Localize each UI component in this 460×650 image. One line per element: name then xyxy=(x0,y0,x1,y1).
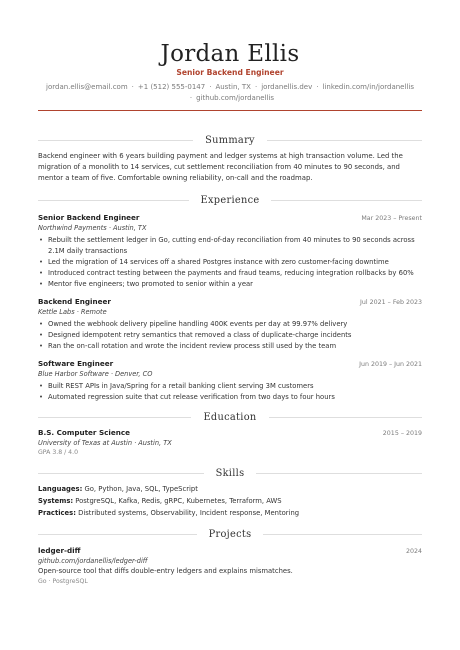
heading-rule-left xyxy=(38,200,189,201)
job-bullets xyxy=(38,319,422,352)
job-company: Kettle Labs · Remote xyxy=(38,308,107,317)
skill-label: Systems: xyxy=(38,497,74,506)
education-heading-row xyxy=(38,410,422,424)
resume-header xyxy=(38,0,422,111)
job-bullet: • Automated regression suite that cut release verification from two days to four hours xyxy=(38,392,422,403)
project-name: ledger-diff xyxy=(38,546,81,556)
school: University of Texas at Austin · Austin, TX xyxy=(38,439,172,448)
job-entry xyxy=(38,212,422,290)
skills-section xyxy=(38,466,422,519)
candidate-name: Jordan Ellis xyxy=(160,41,300,67)
skills-list xyxy=(38,483,422,519)
skill-label: Practices: xyxy=(38,509,76,518)
contact-location: Austin, TX xyxy=(215,83,251,91)
skill-row xyxy=(38,483,422,495)
job-company: Northwind Payments · Austin, TX xyxy=(38,224,147,233)
job-bullet: • Introduced contract testing between the payments and fraud teams, reducing integration rollbacks by 60% xyxy=(38,268,422,279)
job-company: Blue Harbor Software · Denver, CO xyxy=(38,370,153,379)
job-entry xyxy=(38,358,422,403)
experience-section xyxy=(38,193,422,403)
contact-github[interactable]: github.com/jordanellis xyxy=(196,94,275,102)
education-entry xyxy=(38,427,422,457)
project-header xyxy=(38,545,422,556)
education-dates: 2015 – 2019 xyxy=(382,430,422,438)
section-heading: Projects xyxy=(208,528,252,540)
section-heading: Experience xyxy=(200,194,260,206)
job-role: Backend Engineer xyxy=(38,297,111,307)
job-role: Senior Backend Engineer xyxy=(38,213,140,223)
degree: B.S. Computer Science xyxy=(38,428,130,438)
project-year: 2024 xyxy=(405,548,422,556)
skill-value: Distributed systems, Observability, Incident response, Mentoring xyxy=(78,509,300,518)
job-dates: Mar 2023 – Present xyxy=(361,215,422,223)
job-dates: Jul 2021 – Feb 2023 xyxy=(360,299,422,307)
experience-heading-row xyxy=(38,193,422,207)
job-header xyxy=(38,296,422,307)
job-bullet: • Designed idempotent retry semantics that removed a class of duplicate-charge incidents xyxy=(38,330,422,341)
heading-rule-left xyxy=(38,417,191,418)
job-header xyxy=(38,358,422,369)
heading-rule-right xyxy=(267,140,422,141)
project-description: Open-source tool that diffs double-entry ledgers and explains mismatches. xyxy=(38,567,293,576)
education-section xyxy=(38,410,422,457)
contact-website[interactable]: jordanellis.dev xyxy=(261,83,313,91)
job-bullet: • Built REST APIs in Java/Spring for a retail banking client serving 3M customers xyxy=(38,381,422,392)
heading-rule-left xyxy=(38,534,197,535)
job-bullet: • Owned the webhook delivery pipeline handling 400K events per day at 99.97% delivery xyxy=(38,319,422,330)
summary-text: Backend engineer with 6 years building payment and ledger systems at high transaction volume. Led the migration of a monolith to 14 services, cut settlement reconciliation from 40 minutes to 90 seconds, and mentor a team of five. Comfortable owning reliability, on-call and the roadmap. xyxy=(38,152,403,183)
skill-value: PostgreSQL, Kafka, Redis, gRPC, Kubernetes, Terraform, AWS xyxy=(75,497,282,506)
project-stack: Go · PostgreSQL xyxy=(38,578,88,586)
gpa: GPA 3.8 / 4.0 xyxy=(38,449,79,457)
job-entry xyxy=(38,296,422,352)
contact-info: jordan.ellis@email.com · +1 (512) 555-0147 · Austin, TX · jordanellis.dev · linkedin.com/in/jordanellis · github.com/jordanellis xyxy=(46,83,414,102)
contact-phone[interactable]: +1 (512) 555-0147 xyxy=(137,83,206,91)
section-heading: Skills xyxy=(215,467,245,479)
heading-rule-right xyxy=(263,534,422,535)
section-heading: Summary xyxy=(205,134,255,146)
projects-heading-row xyxy=(38,527,422,541)
section-heading: Education xyxy=(203,411,257,423)
contact-email[interactable]: jordan.ellis@email.com xyxy=(46,83,128,91)
job-bullet: • Led the migration of 14 services off a shared Postgres instance with zero customer-facing downtime xyxy=(38,257,422,268)
job-dates: Jun 2019 – Jun 2021 xyxy=(359,361,422,369)
heading-rule-left xyxy=(38,140,193,141)
job-bullets xyxy=(38,235,422,290)
skill-label: Languages: xyxy=(38,485,83,494)
heading-rule-right xyxy=(271,200,422,201)
education-header xyxy=(38,427,422,438)
project-entry xyxy=(38,545,422,587)
skills-heading-row xyxy=(38,466,422,480)
skill-row xyxy=(38,495,422,507)
summary-section xyxy=(38,133,422,184)
job-bullet: • Ran the on-call rotation and wrote the incident review process still used by the team xyxy=(38,341,422,352)
summary-heading-row xyxy=(38,133,422,147)
job-bullets xyxy=(38,381,422,403)
heading-rule-right xyxy=(256,473,422,474)
job-bullet: • Mentor five engineers; two promoted to senior within a year xyxy=(38,279,422,290)
job-role: Software Engineer xyxy=(38,359,114,369)
heading-rule-left xyxy=(38,473,204,474)
candidate-title: Senior Backend Engineer xyxy=(176,68,284,77)
heading-rule-right xyxy=(269,417,422,418)
job-bullet: • Rebuilt the settlement ledger in Go, cutting end-of-day reconciliation from 40 minutes to 90 seconds across 2.1M daily transactions xyxy=(38,235,422,257)
job-header xyxy=(38,212,422,223)
projects-section xyxy=(38,527,422,587)
skill-value: Go, Python, Java, SQL, TypeScript xyxy=(84,485,198,494)
header-divider xyxy=(38,110,422,111)
project-link[interactable]: github.com/jordanellis/ledger-diff xyxy=(38,557,148,566)
skill-row xyxy=(38,507,422,519)
contact-linkedin[interactable]: linkedin.com/in/jordanellis xyxy=(322,83,414,91)
